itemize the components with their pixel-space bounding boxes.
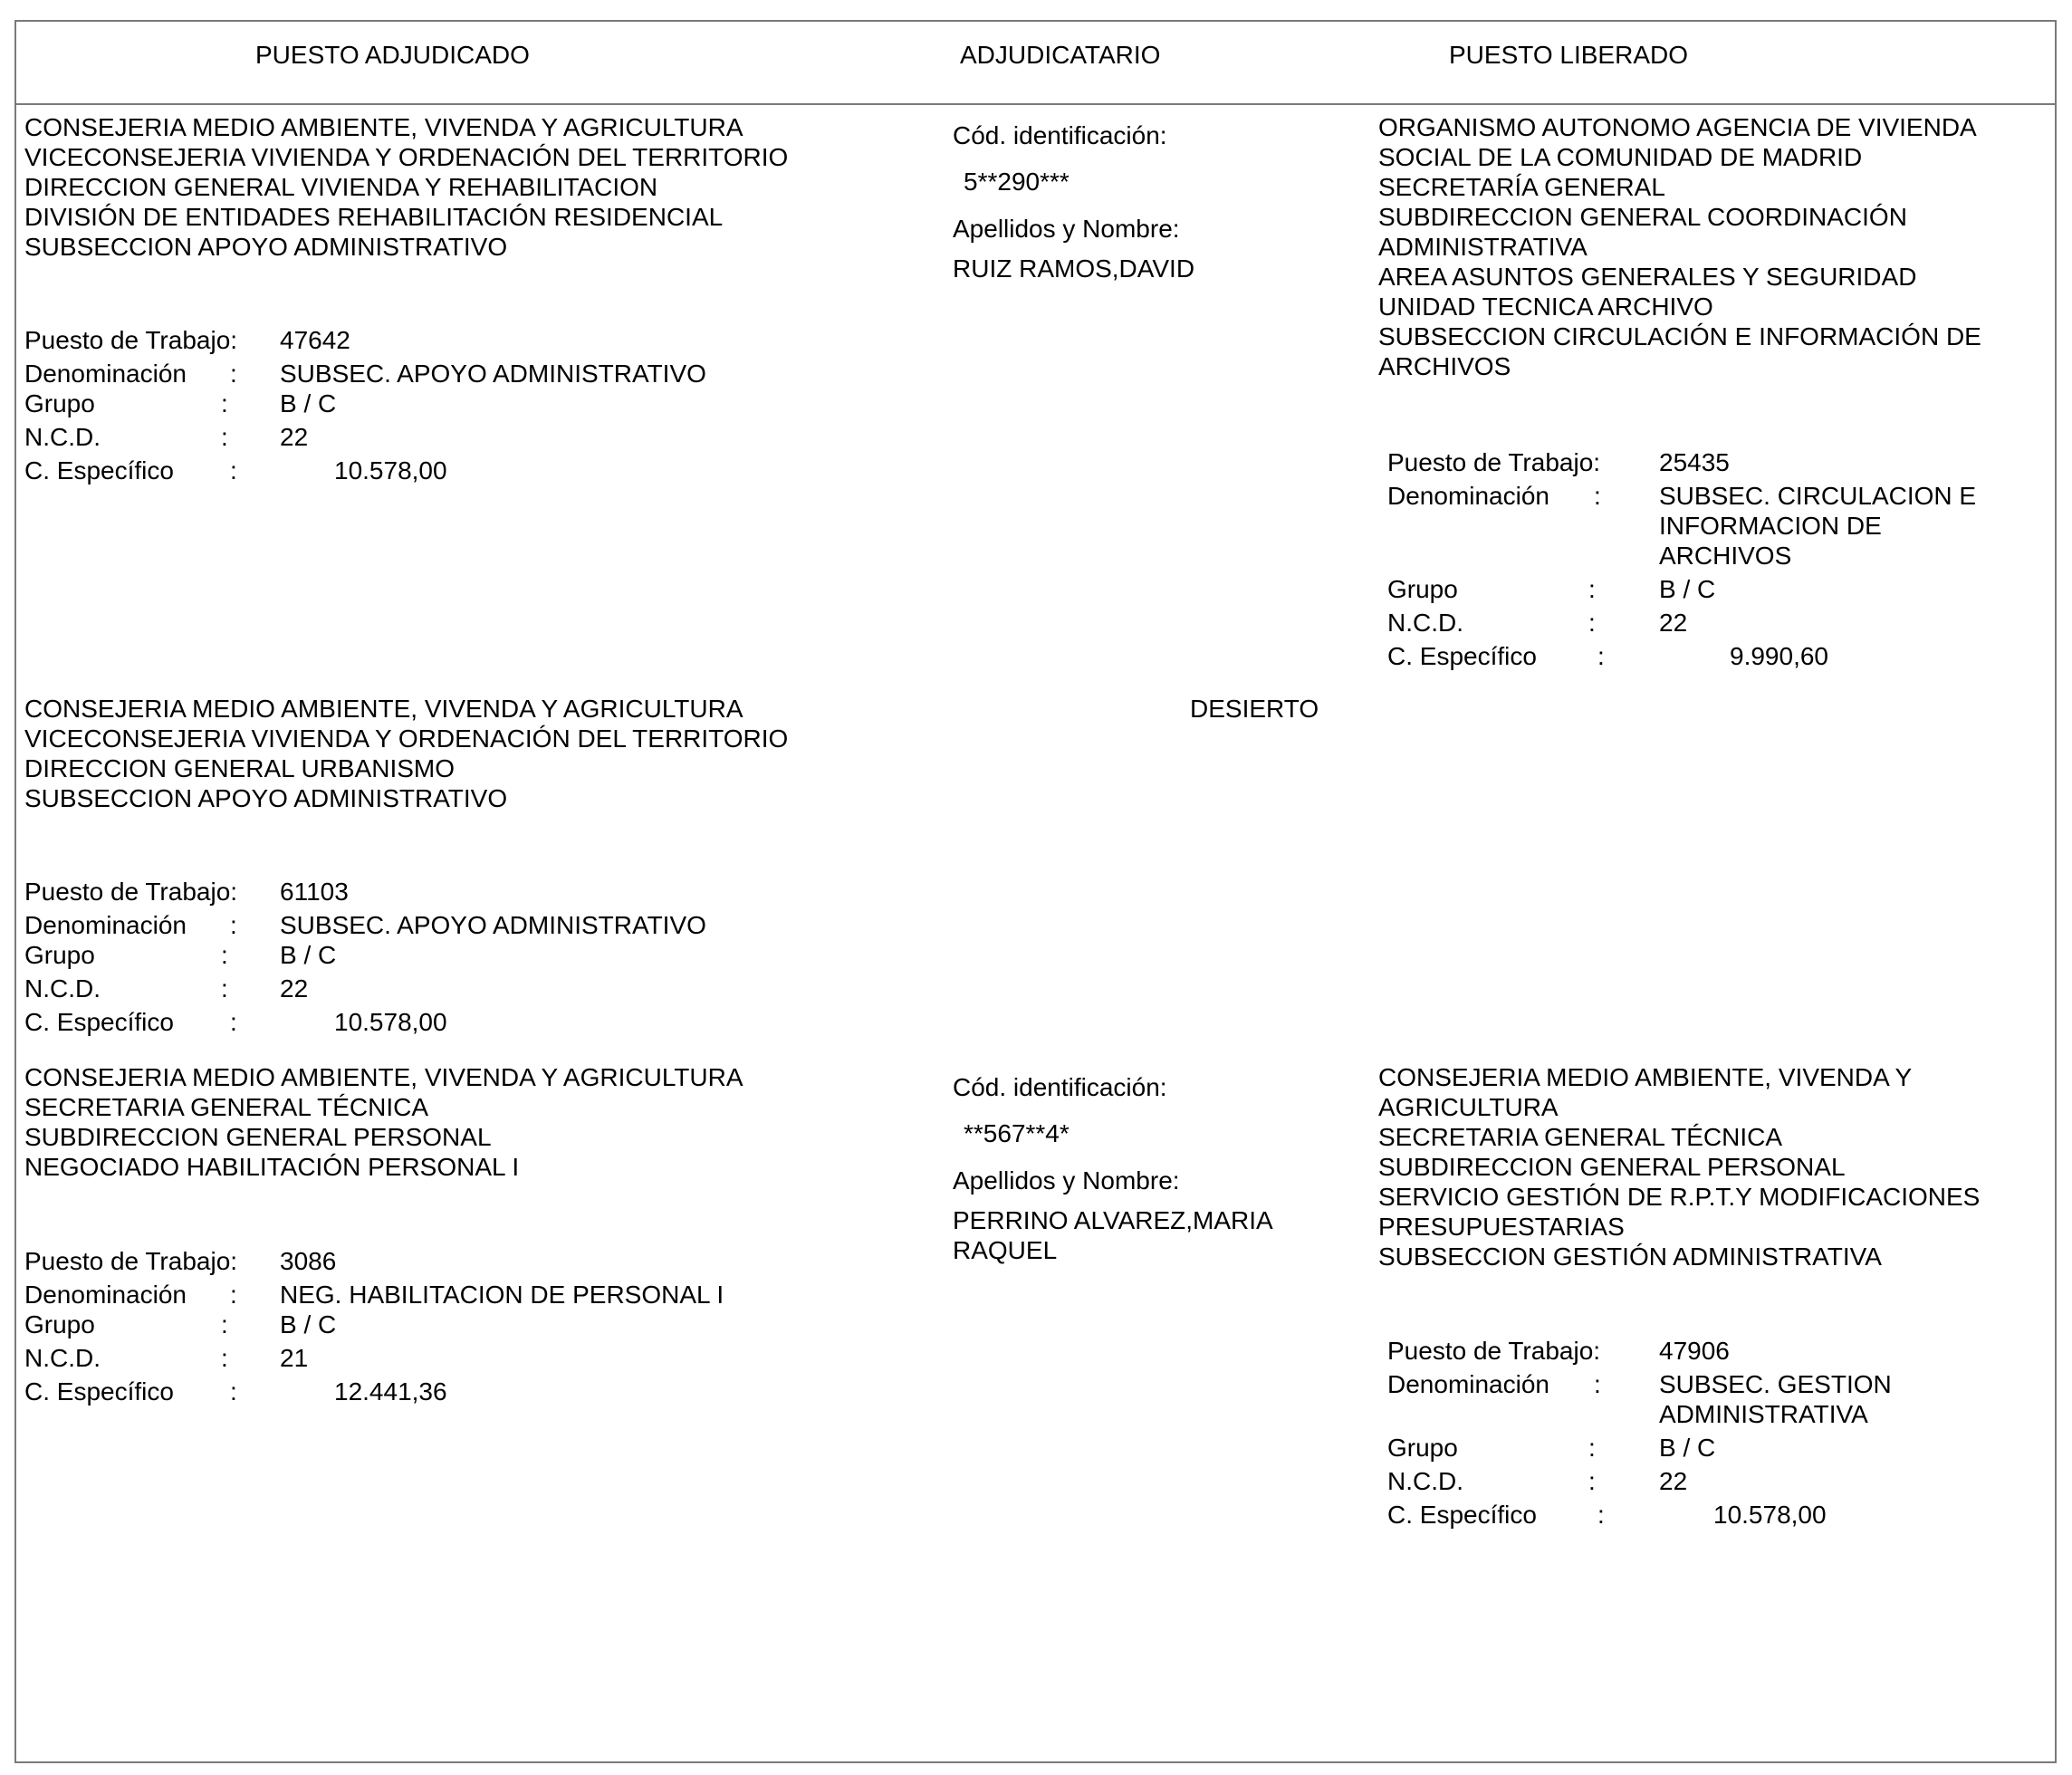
entry-1-cod-value: 5**290*** xyxy=(964,168,1070,196)
entry-3-adjudicado-org: CONSEJERIA MEDIO AMBIENTE, VIVENDA Y AGRICULTURA SECRETARIA GENERAL TÉCNICA SUBDIRECCION GENERAL PERSONAL NEGOCIADO HABILITACIÓN PERSONAL I xyxy=(24,1063,743,1181)
entry-2-adjudicado-org: CONSEJERIA MEDIO AMBIENTE, VIVENDA Y AGRICULTURA VICECONSEJERIA VIVIENDA Y ORDENACIÓN DEL TERRITORIO DIRECCION GENERAL URBANISMO SUBSECCION APOYO ADMINISTRATIVO xyxy=(24,695,789,812)
header-puesto-liberado: PUESTO LIBERADO xyxy=(1449,41,1689,69)
entry-1-liberado-org: ORGANISMO AUTONOMO AGENCIA DE VIVIENDA SOCIAL DE LA COMUNIDAD DE MADRID SECRETARÍA GENERAL SUBDIRECCION GENERAL COORDINACIÓN ADMINISTRATIVA AREA ASUNTOS GENERALES Y SEGURIDAD UNIDAD TECNICA ARCHIVO SUBSECCION CIRCULACIÓN E INFORMACIÓN DE ARCHIVOS xyxy=(1378,113,1981,380)
entry-2-status-desierto: DESIERTO xyxy=(1190,695,1319,723)
header-divider xyxy=(14,103,2057,105)
entry-1-apellidos-label: Apellidos y Nombre: xyxy=(953,215,1180,243)
header-puesto-adjudicado: PUESTO ADJUDICADO xyxy=(255,41,530,69)
entry-3-liberado-org: CONSEJERIA MEDIO AMBIENTE, VIVENDA Y AGRICULTURA SECRETARIA GENERAL TÉCNICA SUBDIRECCION GENERAL PERSONAL SERVICIO GESTIÓN DE R.P.T.Y MODIFICACIONES PRESUPUESTARIAS SUBSECCION GESTIÓN ADMINISTRATIVA xyxy=(1378,1063,1981,1271)
entry-1-adjudicado-org: CONSEJERIA MEDIO AMBIENTE, VIVENDA Y AGRICULTURA VICECONSEJERIA VIVIENDA Y ORDENACIÓN DEL TERRITORIO DIRECCION GENERAL VIVIENDA Y REHABILITACION DIVISIÓN DE ENTIDADES REHABILITACIÓN RESIDENCIAL SUBSECCION APOYO ADMINISTRATIVO xyxy=(24,113,789,261)
entry-1-cod-label: Cód. identificación: xyxy=(953,121,1167,149)
entry-3-cod-label: Cód. identificación: xyxy=(953,1073,1167,1101)
entry-3-nombre-value: PERRINO ALVAREZ,MARIA RAQUEL xyxy=(953,1206,1273,1264)
entry-3-apellidos-label: Apellidos y Nombre: xyxy=(953,1166,1180,1195)
entry-1-nombre-value: RUIZ RAMOS,DAVID xyxy=(953,254,1195,283)
entry-3-cod-value: **567**4* xyxy=(964,1119,1070,1147)
header-adjudicatario: ADJUDICATARIO xyxy=(960,41,1161,69)
